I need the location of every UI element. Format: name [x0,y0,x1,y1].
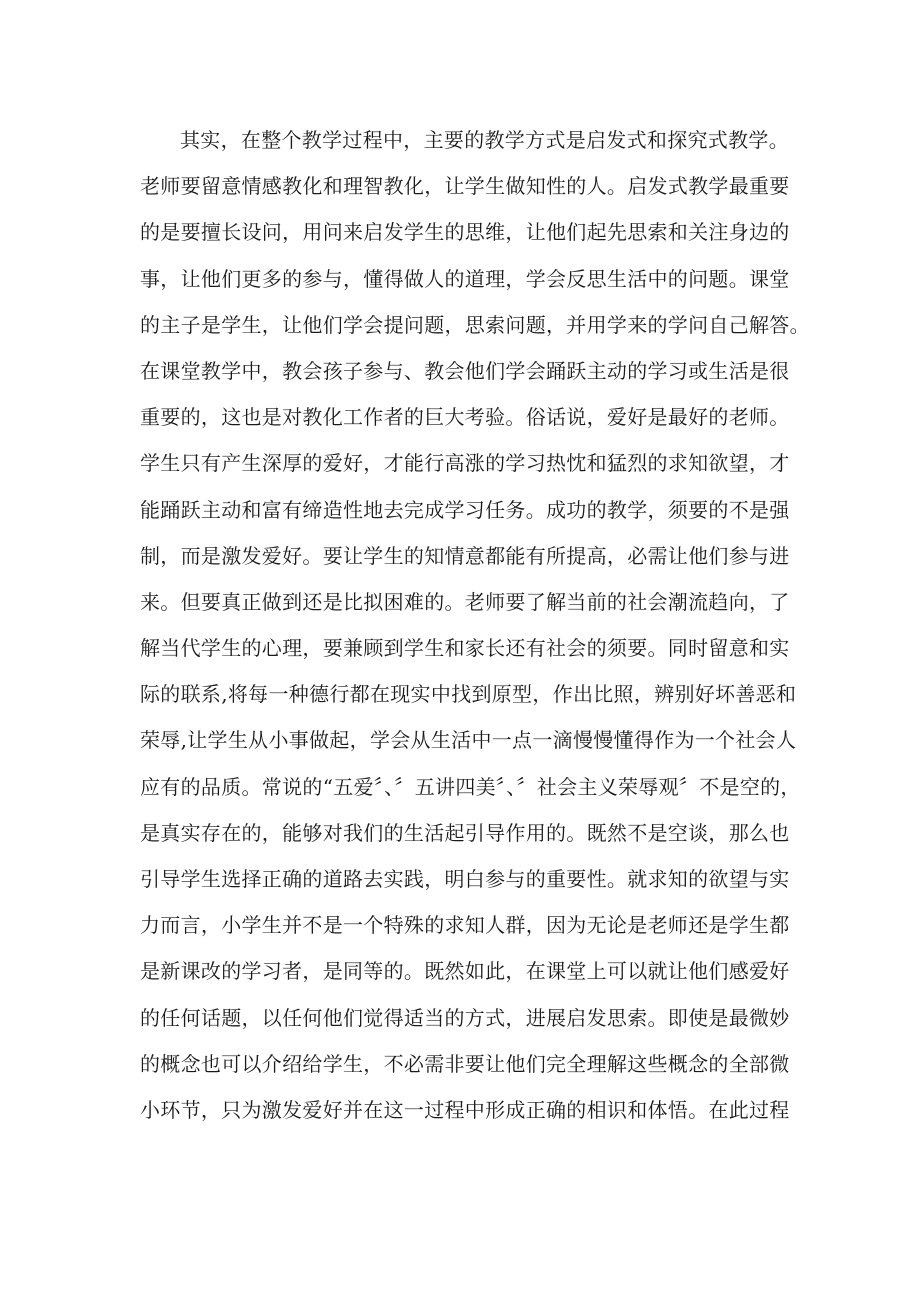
text-line: 是真实存在的，能够对我们的生活起引导作用的。既然不是空谈，那么也 [140,820,790,845]
text-line: 引导学生选择正确的道路去实践，明白参与的重要性。就求知的欲望与实 [140,867,790,891]
text-line: 荣辱,让学生从小事做起，学会从生活中一点一滴慢慢懂得作为一个社会人 [140,728,797,753]
body-paragraph [140,117,810,1133]
text-line: 的主子是学生，让他们学会提问题，思索问题，并用学来的学问自己解答。 [140,312,810,337]
text-line: 的是要擅长设问，用问来启发学生的思维，让他们起先思索和关注身边的 [140,220,790,245]
text-line: 其实，在整个教学过程中，主要的教学方式是启发式和探究式教学。 [180,128,789,152]
text-line: 应有的品质。常说的“五爱〞、〞五讲四美〞、〞社会主义荣辱观〞不是空的， [140,774,801,799]
text-line: 制，而是激发爱好。要让学生的知情意都能有所提高，必需让他们参与进 [140,543,790,568]
text-line: 解当代学生的心理，要兼顾到学生和家长还有社会的须要。同时留意和实 [140,636,790,661]
text-line: 在课堂教学中，教会孩子参与、教会他们学会踊跃主动的学习或生活是很 [140,358,790,383]
text-line: 是新课改的学习者，是同等的。既然如此，在课堂上可以就让他们感爱好 [140,959,790,984]
text-line: 的任何话题，以任何他们觉得适当的方式，进展启发思索。即使是最微妙 [140,1005,790,1030]
text-line: 小环节，只为激发爱好并在这一过程中形成正确的相识和体悟。在此过程 [140,1097,790,1122]
text-line: 能踊跃主动和富有缔造性地去完成学习任务。成功的教学，须要的不是强 [140,497,790,522]
text-line: 事，让他们更多的参与，懂得做人的道理，学会反思生活中的问题。课堂 [140,266,790,291]
text-line: 来。但要真正做到还是比拟困难的。老师要了解当前的社会潮流趋向，了 [140,589,790,614]
text-line: 老师要留意情感教化和理智教化，让学生做知性的人。启发式教学最重要 [140,174,790,199]
text-line: 力而言，小学生并不是一个特殊的求知人群，因为无论是老师还是学生都 [140,913,790,938]
text-line: 际的联系,将每一种德行都在现实中找到原型，作出比照，辨别好坏善恶和 [140,682,797,707]
text-line: 重要的，这也是对教化工作者的巨大考验。俗话说，爱好是最好的老师。 [140,405,790,430]
text-line: 学生只有产生深厚的爱好，才能行高涨的学习热忱和猛烈的求知欲望，才 [140,451,790,476]
text-line: 的概念也可以介绍给学生，不必需非要让他们完全理解这些概念的全部微 [140,1051,790,1076]
